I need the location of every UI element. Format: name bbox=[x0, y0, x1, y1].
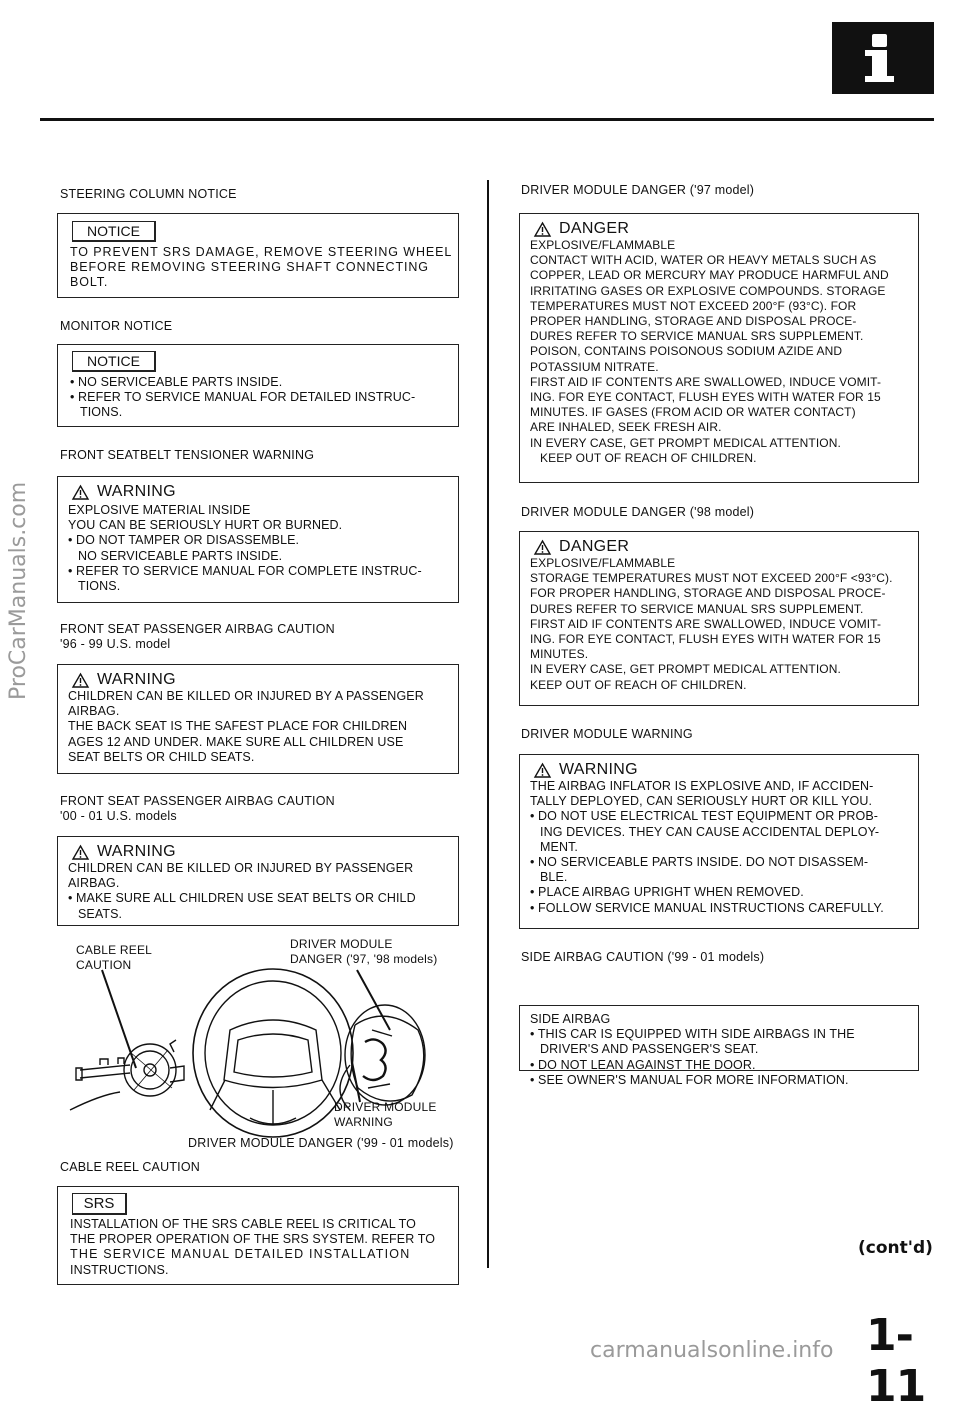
warning-triangle-icon bbox=[72, 673, 89, 688]
info-icon bbox=[832, 22, 934, 94]
warning-triangle-icon bbox=[72, 845, 89, 860]
figure-label-driver-warning: DRIVER MODULE WARNING bbox=[334, 1100, 437, 1129]
danger98-box bbox=[519, 531, 919, 706]
page-number: 1-11 bbox=[866, 1310, 926, 1412]
warning-heading: WARNING bbox=[534, 761, 638, 779]
watermark-side: ProCarManuals.com bbox=[6, 481, 31, 700]
danger-heading: DANGER bbox=[534, 220, 629, 238]
danger-heading: DANGER bbox=[534, 538, 629, 556]
side-airbag-title: SIDE AIRBAG CAUTION ('99 - 01 models) bbox=[521, 950, 765, 964]
passenger-0001-box bbox=[57, 836, 459, 926]
figure-label-driver-danger-9901: DRIVER MODULE DANGER ('99 - 01 models) bbox=[188, 1136, 454, 1150]
monitor-notice-box bbox=[57, 344, 459, 427]
notice-label: NOTICE bbox=[72, 351, 156, 372]
passenger-0001-text: CHILDREN CAN BE KILLED OR INJURED BY PASSENGER AIRBAG. • MAKE SURE ALL CHILDREN USE SEAT BELTS OR CHILD SEATS. bbox=[68, 861, 416, 921]
steering-notice-title: STEERING COLUMN NOTICE bbox=[60, 187, 237, 201]
column-divider bbox=[487, 180, 489, 1268]
danger97-title: DRIVER MODULE DANGER ('97 model) bbox=[521, 183, 755, 197]
figure-label-cable-reel: CABLE REEL CAUTION bbox=[76, 943, 153, 972]
warning-triangle-icon bbox=[534, 763, 551, 778]
warning-heading: WARNING bbox=[72, 483, 176, 501]
steering-notice-box bbox=[57, 213, 459, 298]
steering-wheel-diagram bbox=[60, 970, 480, 1140]
steering-notice-text: TO PREVENT SRS DAMAGE, REMOVE STEERING WHEEL BEFORE REMOVING STEERING SHAFT CONNECTING BOLT. bbox=[70, 245, 453, 290]
danger98-text: EXPLOSIVE/FLAMMABLE STORAGE TEMPERATURES MUST NOT EXCEED 200°F <93°C). FOR PROPER HANDLING, STORAGE AND DISPOSAL PROCE- DURES REFER TO SERVICE MANUAL SRS SUPPLEMENT. FIRST AID IF CONTENTS ARE SWALLOWED, INDUCE VOMIT- ING. FOR EYE CONTACT, FLUSH EYES WITH WATER FOR 15 MINUTES. IN EVERY CASE, GET PROMPT MEDICAL ATTENTION. KEEP OUT OF REACH OF CHILDREN. bbox=[530, 556, 893, 692]
driver-warning-box bbox=[519, 754, 919, 929]
srs-label: SRS bbox=[72, 1193, 127, 1215]
warning-heading: WARNING bbox=[72, 843, 176, 861]
driver-warning-title: DRIVER MODULE WARNING bbox=[521, 727, 693, 741]
danger98-title: DRIVER MODULE DANGER ('98 model) bbox=[521, 505, 755, 519]
cable-reel-title: CABLE REEL CAUTION bbox=[60, 1160, 200, 1174]
driver-warning-text: THE AIRBAG INFLATOR IS EXPLOSIVE AND, IF ACCIDEN- TALLY DEPLOYED, CAN SERIOUSLY HURT OR KILL YOU. • DO NOT USE ELECTRICAL TEST EQUIPMENT OR PROB- ING DEVICES. THEY CAN CAUSE ACCIDENTAL DEPLOY- MENT. • NO SERVICEABLE PARTS INSIDE. DO NOT DISASSEM- BLE. • PLACE AIRBAG UPRIGHT WHEN REMOVED. • FOLLOW SERVICE MANUAL INSTRUCTIONS CAREFULLY. bbox=[530, 779, 884, 915]
danger97-box bbox=[519, 213, 919, 483]
watermark-bottom: carmanualsonline.info bbox=[590, 1338, 834, 1363]
header-rule bbox=[40, 118, 934, 121]
monitor-notice-title: MONITOR NOTICE bbox=[60, 319, 173, 333]
warning-triangle-icon bbox=[534, 222, 551, 237]
seatbelt-warning-box bbox=[57, 476, 459, 603]
cable-reel-box bbox=[57, 1186, 459, 1285]
seatbelt-warning-title: FRONT SEATBELT TENSIONER WARNING bbox=[60, 448, 315, 462]
passenger-9699-text: CHILDREN CAN BE KILLED OR INJURED BY A PASSENGER AIRBAG. THE BACK SEAT IS THE SAFEST PLACE FOR CHILDREN AGES 12 AND UNDER. MAKE SURE ALL CHILDREN USE SEAT BELTS OR CHILD SEATS. bbox=[68, 689, 424, 764]
cable-reel-text: INSTALLATION OF THE SRS CABLE REEL IS CRITICAL TO THE PROPER OPERATION OF THE SRS SYSTEM. REFER TO THE SERVICE MANUAL DETAILED INSTALLATION INSTRUCTIONS. bbox=[70, 1217, 436, 1277]
warning-triangle-icon bbox=[534, 540, 551, 555]
danger97-text: EXPLOSIVE/FLAMMABLE CONTACT WITH ACID, WATER OR HEAVY METALS SUCH AS COPPER, LEAD OR MERCURY MAY PRODUCE HARMFUL AND IRRITATING GASES OR EXPLOSIVE COMPOUNDS. STORAGE TEMPERATURES MUST NOT EXCEED 200°F (93°C). FOR PROPER HANDLING, STORAGE AND DISPOSAL PROCE- DURES REFER TO SERVICE MANUAL SRS SUPPLEMENT. POISON, CONTAINS POISONOUS SODIUM AZIDE AND POTASSIUM NITRATE. FIRST AID IF CONTENTS ARE SWALLOWED, INDUCE VOMIT- ING. FOR EYE CONTACT, FLUSH EYES WITH WATER FOR 15 MINUTES. IF GASES (FROM ACID OR WATER CONTACT) ARE INHALED, SEEK FRESH AIR. IN EVERY CASE, GET PROMPT MEDICAL ATTENTION. KEEP OUT OF REACH OF CHILDREN. bbox=[530, 238, 889, 465]
side-airbag-text: SIDE AIRBAG • THIS CAR IS EQUIPPED WITH SIDE AIRBAGS IN THE DRIVER'S AND PASSENGER'S SEAT. • DO NOT LEAN AGAINST THE DOOR. • SEE OWNER'S MANUAL FOR MORE INFORMATION. bbox=[530, 1012, 855, 1087]
monitor-notice-text: • NO SERVICEABLE PARTS INSIDE. • REFER TO SERVICE MANUAL FOR DETAILED INSTRUC- TIONS. bbox=[70, 375, 416, 420]
continued-label: (cont'd) bbox=[858, 1238, 933, 1258]
side-airbag-box bbox=[519, 1005, 919, 1087]
warning-heading: WARNING bbox=[72, 671, 176, 689]
passenger-0001-title: FRONT SEAT PASSENGER AIRBAG CAUTION '00 - 01 U.S. models bbox=[60, 794, 335, 823]
seatbelt-warning-text: EXPLOSIVE MATERIAL INSIDE YOU CAN BE SERIOUSLY HURT OR BURNED. • DO NOT TAMPER OR DISASSEMBLE. NO SERVICEABLE PARTS INSIDE. • REFER TO SERVICE MANUAL FOR COMPLETE INSTRUC- TIONS. bbox=[68, 503, 422, 594]
warning-triangle-icon bbox=[72, 485, 89, 500]
passenger-9699-box bbox=[57, 664, 459, 774]
figure-label-driver-danger: DRIVER MODULE DANGER ('97, '98 models) bbox=[290, 937, 438, 966]
passenger-9699-title: FRONT SEAT PASSENGER AIRBAG CAUTION '96 - 99 U.S. model bbox=[60, 622, 335, 651]
notice-label: NOTICE bbox=[72, 221, 156, 242]
